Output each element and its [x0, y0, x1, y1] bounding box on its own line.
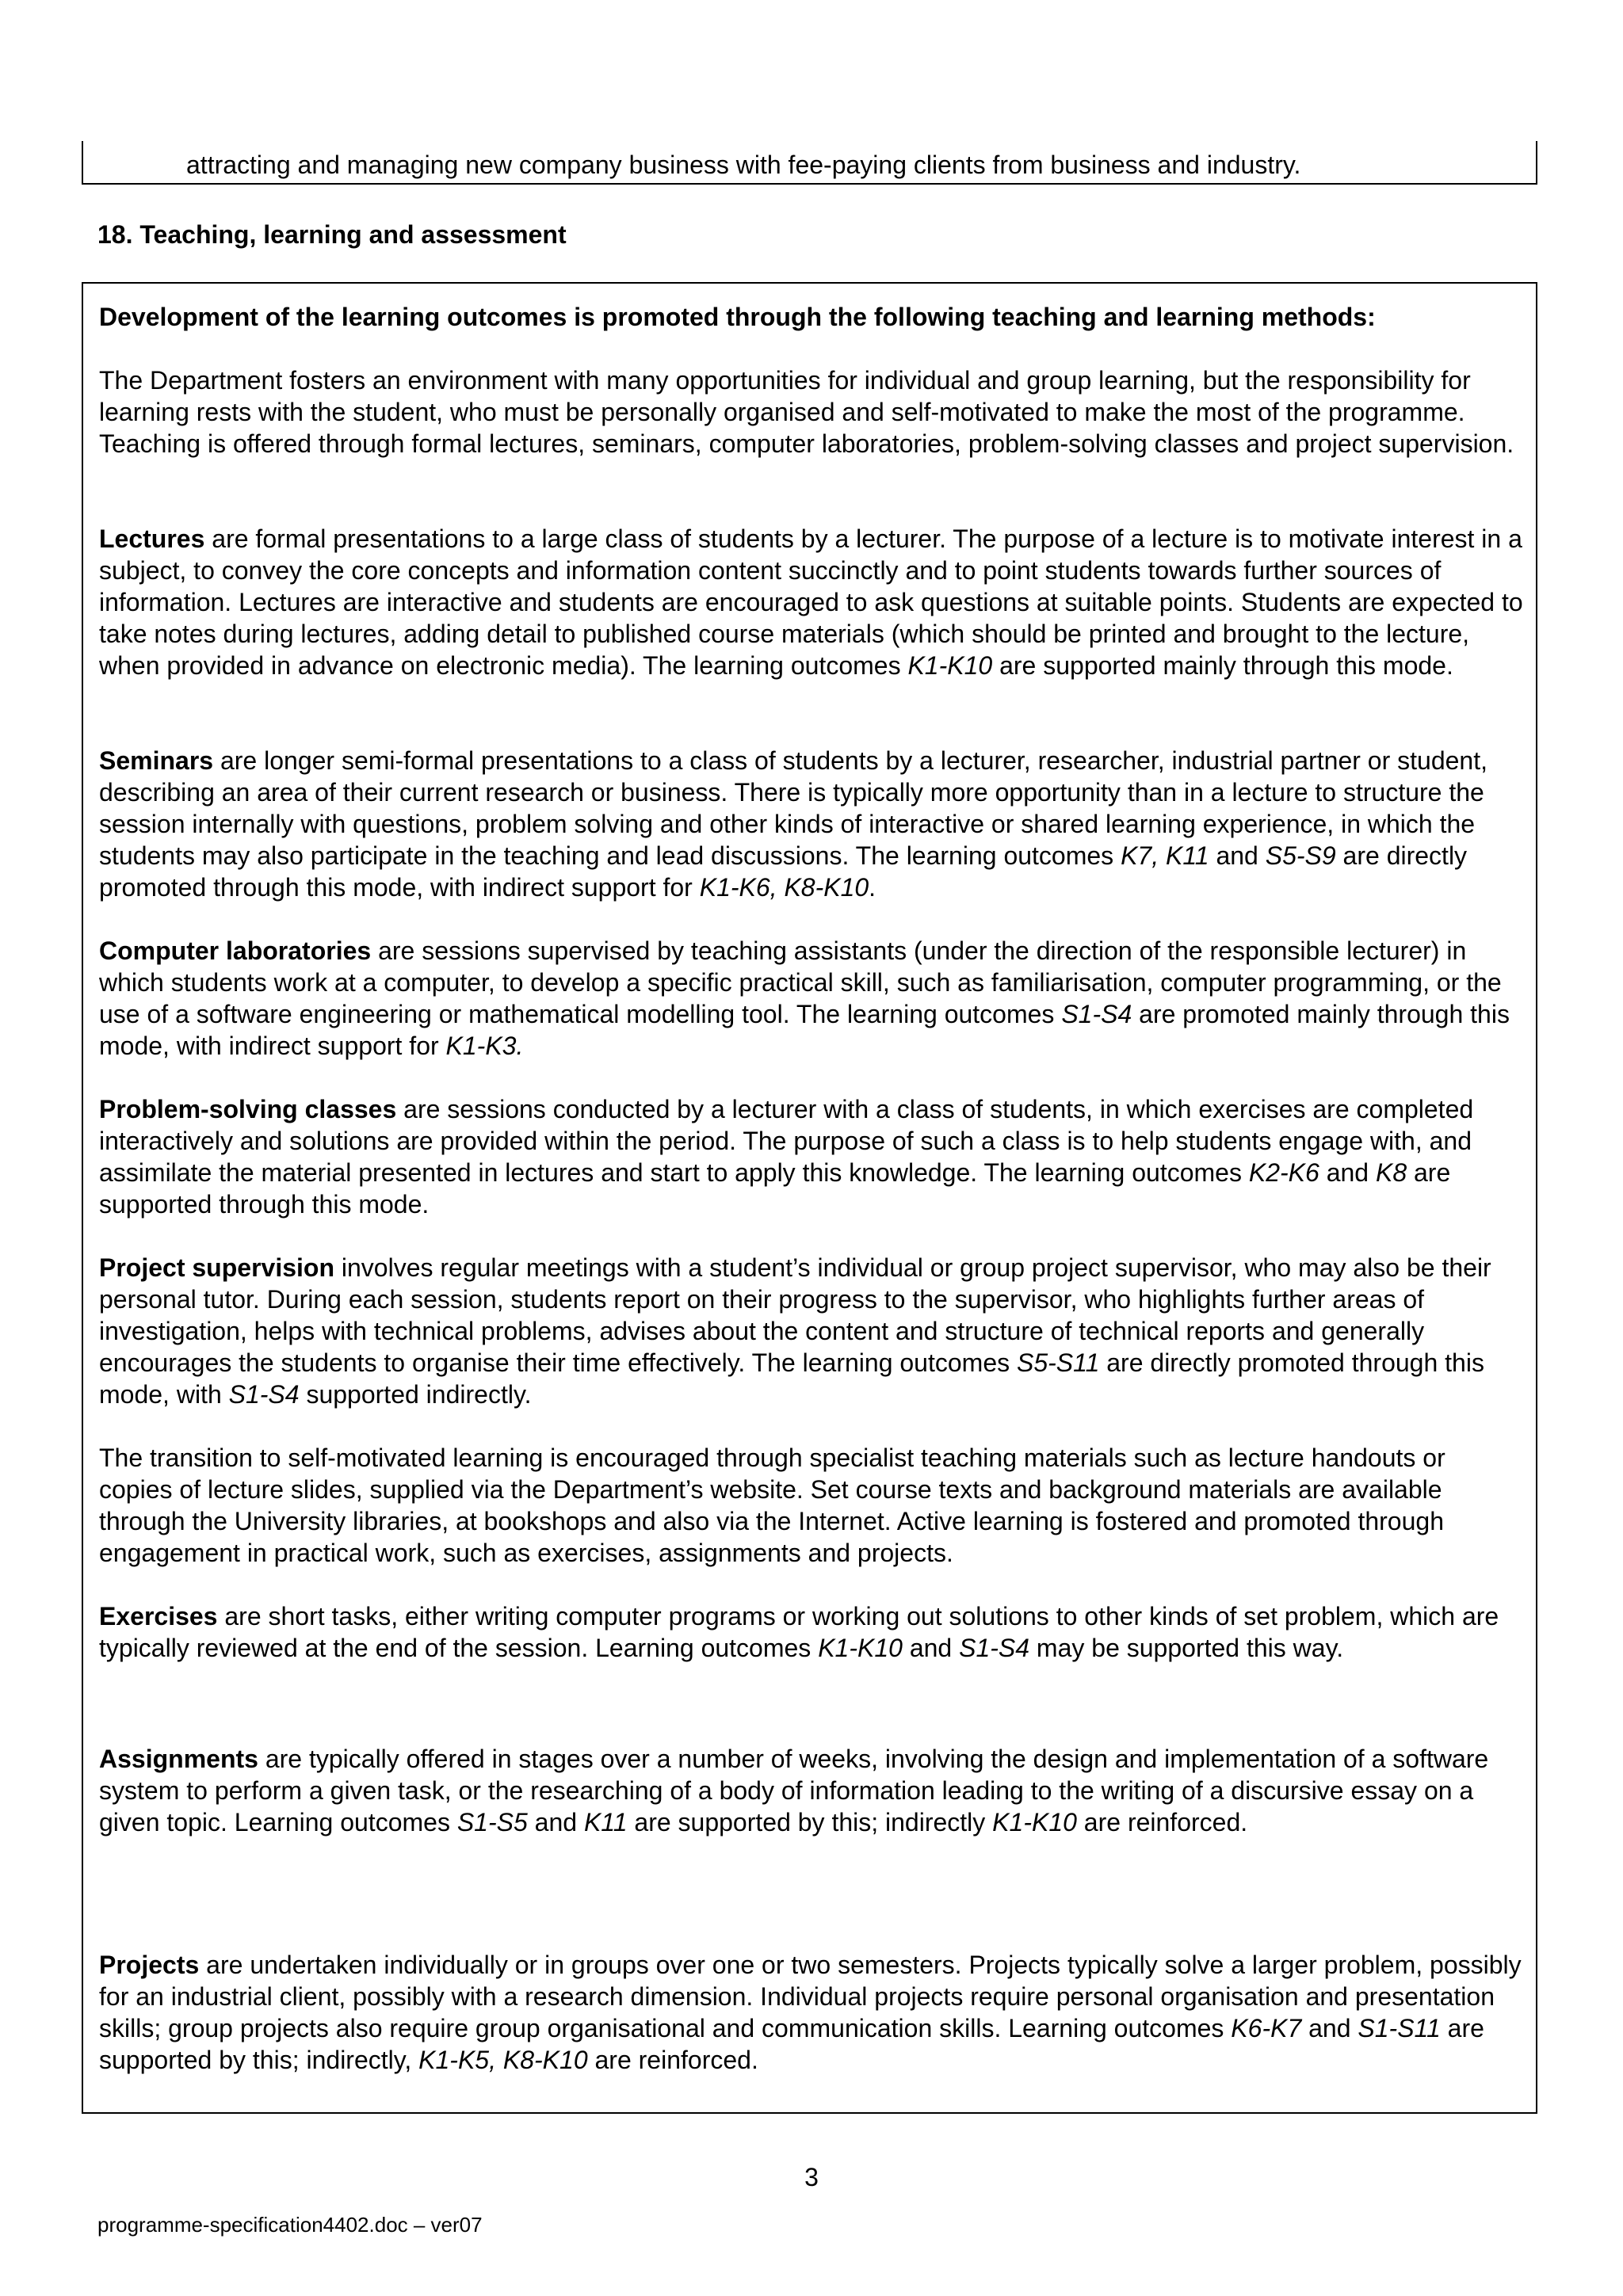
projects-text: are undertaken individually or in groups over one or two semesters. Projects typically solve a larger problem, possibly for an industrial client, possibly with a research dimension. Individual projects require personal organisation and presentation skills; group projects also require group organisational and communication skills. Learning outcomes [99, 1951, 1522, 2042]
exercises-term: Exercises [99, 1602, 218, 1630]
seminars-text: are longer semi-formal presentations to a class of students by a lecturer, researcher, industrial partner or student, describing an area of their current research or business. There is typically more opportunity than in a lecture to structure the session internally with questions, problem solving and other kinds of interactive or shared learning experience, in which the students may also participate in the teaching and lead discussions. The learning outcomes [99, 746, 1487, 870]
problem-solving-term: Problem-solving classes [99, 1095, 397, 1123]
document-footer: programme-specification4402.doc – ver07 [97, 2213, 483, 2237]
labs-text: are sessions supervised by teaching assistants (under the direction of the responsible lecturer) in which students work at a computer, to develop a specific practical skill, such as familiarisation, computer programming, or the use of a software engineering or mathematical modelling tool. The learning outcomes [99, 936, 1502, 1028]
assignments-term: Assignments [99, 1745, 258, 1773]
outcome-ref: K6-K7 [1231, 2014, 1302, 2042]
problem-text-2: and [1319, 1158, 1376, 1187]
lectures-term: Lectures [99, 524, 205, 553]
labs-paragraph [99, 935, 1526, 1062]
outcome-ref: K2-K6 [1248, 1158, 1319, 1187]
seminars-text-2: and [1209, 841, 1266, 870]
projects-text-2: and [1301, 2014, 1358, 2042]
outcome-ref: S5-S9 [1265, 841, 1336, 870]
seminars-text-3: are directly promoted through this mode, with indirect support for [99, 841, 1468, 902]
teaching-methods-box [82, 282, 1537, 2114]
assignments-text: are typically offered in stages over a number of weeks, involving the design and implementation of a software system to perform a given task, or the researching of a body of information leading to the writing of a discursive essay on a given topic. Learning outcomes [99, 1745, 1489, 1836]
section-heading: 18. Teaching, learning and assessment [97, 220, 567, 249]
exercises-text: are short tasks, either writing computer programs or working out solutions to other kinds of set problem, which are typically reviewed at the end of the session. Learning outcomes [99, 1602, 1499, 1662]
outcome-ref: K1-K3. [445, 1032, 524, 1060]
outcome-ref: K11 [583, 1808, 628, 1836]
project-supervision-paragraph [99, 1252, 1526, 1410]
outcome-ref: K7, K11 [1121, 841, 1209, 870]
outcome-ref: K8 [1375, 1158, 1407, 1187]
outcome-ref: K1-K10 [818, 1634, 903, 1662]
projects-text-end: are reinforced. [587, 2046, 758, 2074]
exercises-text-end: may be supported this way. [1029, 1634, 1344, 1662]
intro-paragraph: The Department fosters an environment with many opportunities for individual and group learning, but the responsibility for learning rests with the student, who must be personally organised and self-motivated to make the most of the programme. Teaching is offered through formal lectures, seminars, computer laboratories, problem-solving classes and project supervision. [99, 366, 1514, 458]
supervision-text-end: supported indirectly. [299, 1380, 532, 1409]
page-number: 3 [804, 2163, 819, 2191]
assignments-text-end: are reinforced. [1076, 1808, 1248, 1836]
labs-term: Computer laboratories [99, 936, 372, 965]
previous-section-box-end [82, 141, 1537, 185]
seminars-term: Seminars [99, 746, 214, 775]
previous-section-text: attracting and managing new company business with fee-paying clients from business and industry. [186, 151, 1301, 179]
projects-term: Projects [99, 1951, 200, 1979]
seminars-paragraph [99, 745, 1526, 903]
outcome-ref: S1-S4 [959, 1634, 1030, 1662]
lectures-paragraph [99, 523, 1526, 681]
problem-text: are sessions conducted by a lecturer with a class of students, in which exercises are completed interactively and solutions are provided within the period. The purpose of such a class is to help students engage with, and assimilate the material presented in lectures and start to apply this knowledge. The learning outcomes [99, 1095, 1474, 1187]
projects-text-3: are supported by this; indirectly, [99, 2014, 1484, 2074]
box-heading: Development of the learning outcomes is promoted through the following teaching and learning methods: [99, 303, 1376, 331]
assignments-text-3: are supported by this; indirectly [627, 1808, 993, 1836]
lectures-text-end: are supported mainly through this mode. [992, 651, 1453, 680]
problem-solving-paragraph [99, 1093, 1526, 1220]
outcome-ref: S5-S11 [1017, 1348, 1100, 1377]
outcome-ref: S1-S4 [1061, 1000, 1132, 1028]
assignments-paragraph [99, 1743, 1526, 1838]
seminars-text-end: . [869, 873, 876, 902]
outcome-ref: S1-S5 [456, 1808, 528, 1836]
outcome-ref: S1-S11 [1358, 2014, 1441, 2042]
supervision-text: involves regular meetings with a student’s individual or group project supervisor, who may also be their personal tutor. During each session, students report on their progress to the supervisor, who highlights further areas of investigation, helps with technical problems, advises about the content and structure of technical reports and generally encourages the students to organise their time effectively. The learning outcomes [99, 1253, 1491, 1377]
outcome-ref: K1-K10 [907, 651, 993, 680]
labs-text-2: are promoted mainly through this mode, with indirect support for [99, 1000, 1510, 1060]
lectures-text: are formal presentations to a large class of students by a lecturer. The purpose of a lecture is to motivate interest in a subject, to convey the core concepts and information content succinctly and to point students towards further sources of information. Lectures are interactive and students are encouraged to ask questions at suitable points. Students are expected to take notes during lectures, adding detail to published course materials (which should be printed and brought to the lecture, when provided in advance on electronic media). The learning outcomes [99, 524, 1523, 680]
exercises-paragraph [99, 1600, 1526, 1664]
assignments-text-2: and [527, 1808, 584, 1836]
projects-paragraph [99, 1949, 1526, 2076]
outcome-ref: K1-K10 [992, 1808, 1077, 1836]
outcome-ref: K1-K5, K8-K10 [418, 2046, 588, 2074]
exercises-text-2: and [902, 1634, 960, 1662]
outcome-ref: K1-K6, K8-K10 [699, 873, 869, 902]
supervision-text-2: are directly promoted through this mode, with [99, 1348, 1484, 1409]
project-supervision-term: Project supervision [99, 1253, 334, 1282]
problem-text-end: are supported through this mode. [99, 1158, 1451, 1219]
outcome-ref: S1-S4 [228, 1380, 300, 1409]
transition-paragraph: The transition to self-motivated learning is encouraged through specialist teaching materials such as lecture handouts or copies of lecture slides, supplied via the Department’s website. Set course texts and background materials are available through the University libraries, at bookshops and also via the Internet. Active learning is fostered and promoted through engagement in practical work, such as exercises, assignments and projects. [99, 1444, 1445, 1567]
